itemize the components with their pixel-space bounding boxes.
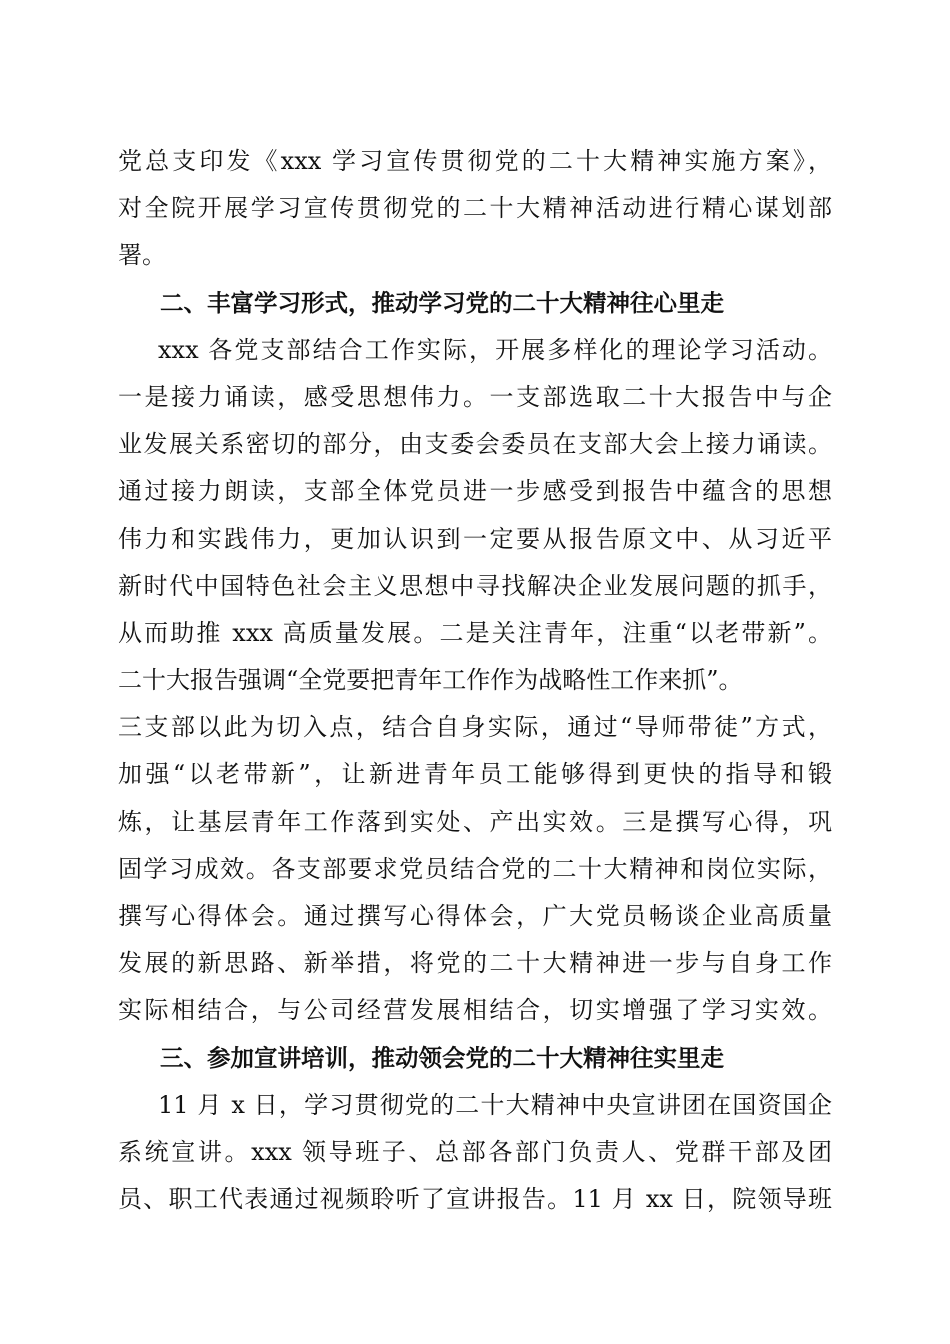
text-line: 撰写心得体会。通过撰写心得体会，广大党员畅谈企业高质量 <box>118 902 832 930</box>
document-body <box>118 138 832 1223</box>
text-line: 员、职工代表通过视频聆听了宣讲报告。11 月 xx 日，院领导班 <box>118 1185 832 1214</box>
text-line: 党总支印发《xxx 学习宣传贯彻党的二十大精神实施方案》， <box>118 147 832 175</box>
text-line: 实际相结合，与公司经营发展相结合，切实增强了学习实效。 <box>118 996 832 1025</box>
text-line: 11 月 x 日，学习贯彻党的二十大精神中央宣讲团在国资国企 <box>158 1090 832 1119</box>
text-line: 从而助推 xxx 高质量发展。二是关注青年，注重“以老带新”。 <box>118 618 832 647</box>
text-line: xxx 各党支部结合工作实际，开展多样化的理论学习活动。 <box>158 335 832 364</box>
text-line: 固学习成效。各支部要求党员结合党的二十大精神和岗位实际， <box>118 854 832 883</box>
text-line: 新时代中国特色社会主义思想中寻找解决企业发展问题的抓手， <box>118 571 832 600</box>
text-line: 一是接力诵读，感受思想伟力。一支部选取二十大报告中与企 <box>118 382 832 411</box>
text-line: 二十大报告强调“全党要把青年工作作为战略性工作来抓”。 <box>118 666 743 695</box>
text-line: 发展的新思路、新举措，将党的二十大精神进一步与自身工作 <box>118 949 832 978</box>
section-heading-3: 三、参加宣讲培训，推动领会党的二十大精神往实里走 <box>160 1043 724 1072</box>
text-line: 炼，让基层青年工作落到实处、产出实效。三是撰写心得，巩 <box>118 807 832 836</box>
text-line: 署。 <box>118 241 166 270</box>
text-line: 对全院开展学习宣传贯彻党的二十大精神活动进行精心谋划部 <box>118 194 832 223</box>
text-line: 三支部以此为切入点，结合自身实际，通过“导师带徒”方式， <box>118 713 832 742</box>
text-line: 伟力和实践伟力，更加认识到一定要从报告原文中、从习近平 <box>118 524 832 553</box>
text-line: 系统宣讲。xxx 领导班子、总部各部门负责人、党群干部及团 <box>118 1137 832 1166</box>
text-line: 通过接力朗读，支部全体党员进一步感受到报告中蕴含的思想 <box>118 477 832 506</box>
section-heading-2: 二、丰富学习形式，推动学习党的二十大精神往心里走 <box>160 288 724 317</box>
text-line: 业发展关系密切的部分，由支委会委员在支部大会上接力诵读。 <box>118 430 832 459</box>
text-line: 加强“以老带新”，让新进青年员工能够得到更快的指导和锻 <box>118 760 832 789</box>
